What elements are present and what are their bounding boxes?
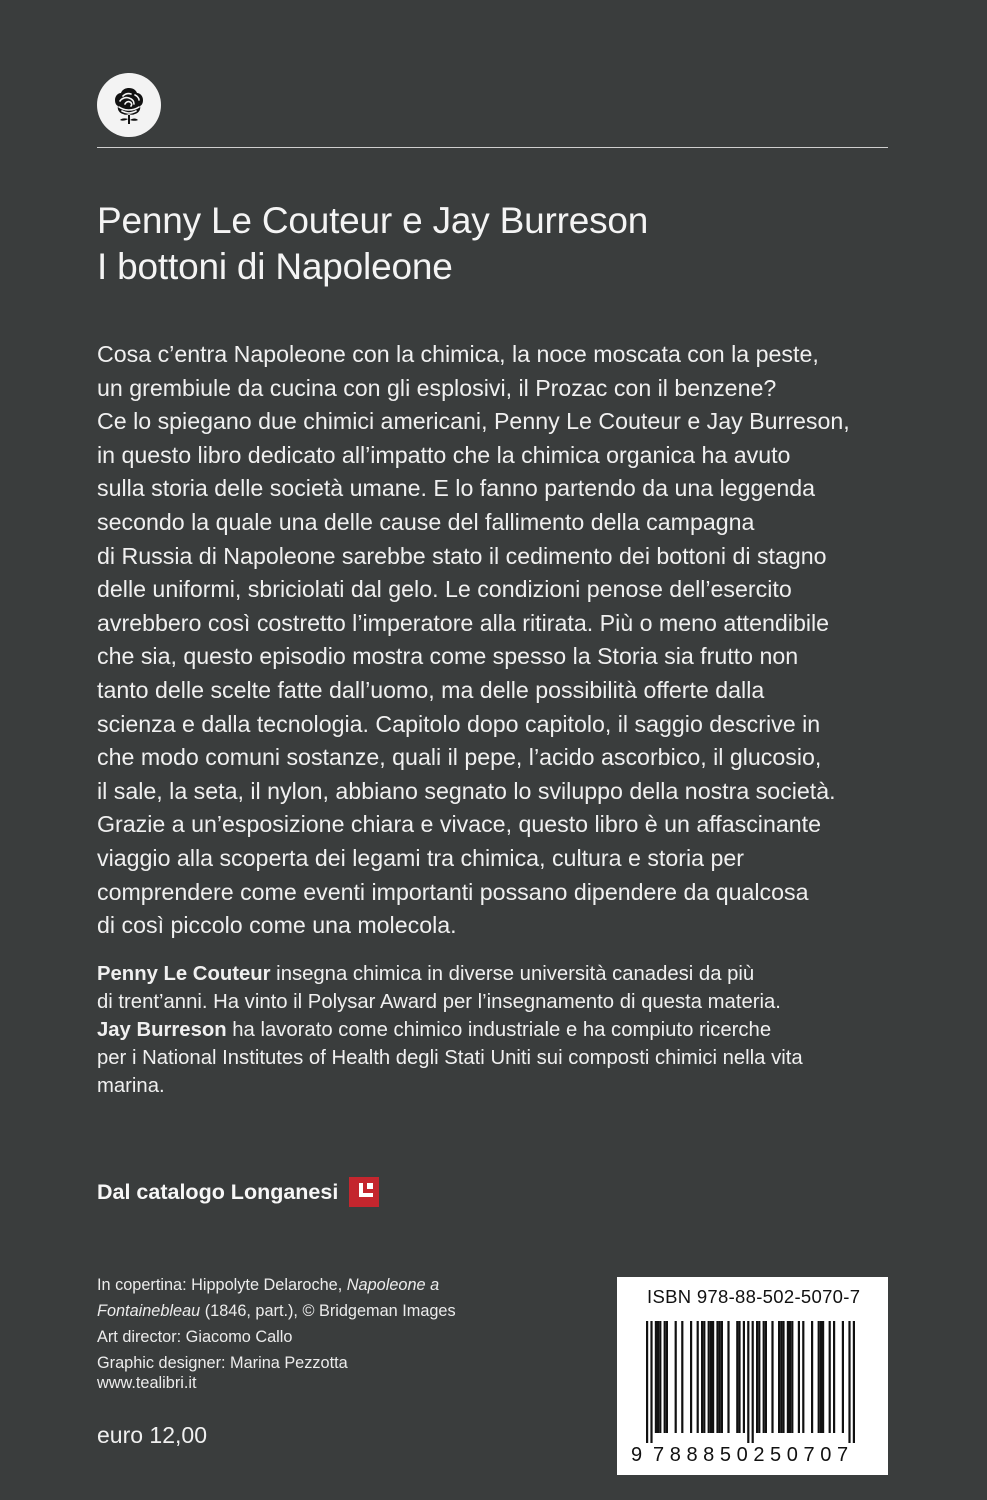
barcode-box: ISBN 978-88-502-5070-7 9 788850250707 — [617, 1277, 888, 1475]
bio-line: di trent’anni. Ha vinto il Polysar Award per l’insegnamento di questa materia. — [97, 991, 781, 1013]
barcode-guard-bar — [646, 1321, 648, 1443]
barcode-bar — [780, 1321, 782, 1433]
barcode-bar — [743, 1321, 745, 1433]
art-director: Art director: Giacomo Callo — [97, 1328, 293, 1346]
author-bios — [97, 960, 897, 1100]
barcode-bar — [789, 1321, 791, 1433]
description-line: il sale, la seta, il nylon, abbiano segnato lo sviluppo della nostra società. — [97, 777, 836, 804]
barcode-bar — [655, 1321, 657, 1433]
barcode-guard-bar — [853, 1321, 855, 1443]
barcode-bar — [756, 1321, 758, 1433]
barcode-guard-bar — [752, 1321, 754, 1443]
barcode-bar — [703, 1321, 705, 1433]
book-title: I bottoni di Napoleone — [97, 246, 453, 287]
barcode-guard-bar — [650, 1321, 652, 1443]
barcode-bar — [811, 1321, 813, 1433]
author1-name: Penny Le Couteur — [97, 963, 271, 985]
barcode-bar — [659, 1321, 661, 1433]
description-line: secondo la quale una delle cause del fallimento della campagna — [97, 508, 755, 535]
cover-credit-line1: In copertina: Hippolyte Delaroche, Napoleone a — [97, 1276, 440, 1294]
barcode-bar — [758, 1321, 760, 1433]
barcode-bar — [690, 1321, 692, 1433]
longanesi-logo-icon — [349, 1177, 379, 1207]
barcode-bar — [697, 1321, 699, 1433]
description-line: Cosa c’entra Napoleone con la chimica, la noce moscata con la peste, — [97, 341, 819, 367]
description-line: tanto delle scelte fatte dall’uomo, ma delle possibilità offerte dalla — [97, 676, 765, 703]
barcode-bar — [765, 1321, 767, 1433]
catalog-label: Dal catalogo Longanesi — [97, 1179, 339, 1204]
header-divider — [97, 147, 888, 148]
description-line: delle uniformi, sbriciolati dal gelo. Le condizioni penose dell’esercito — [97, 576, 792, 603]
description-line: un grembiule da cucina con gli esplosivi, il Prozac con il benzene? — [97, 374, 777, 401]
description-line: di così piccolo come una molecola. — [97, 912, 457, 939]
barcode-bar — [791, 1321, 793, 1433]
description-line: Ce lo spiegano due chimici americani, Penny Le Couteur e Jay Burreson, — [97, 408, 850, 435]
barcode-bar — [829, 1321, 831, 1433]
barcode-icon — [646, 1321, 858, 1443]
description-line: in questo libro dedicato all’impatto che la chimica organica ha avuto — [97, 441, 791, 468]
description-line: di Russia di Napoleone sarebbe stato il cedimento dei bottoni di stagno — [97, 542, 827, 569]
description-line: avrebbero così costretto l’imperatore alla ritirata. Più o meno attendibile — [97, 609, 830, 636]
isbn-label: ISBN 978-88-502-5070-7 — [647, 1286, 861, 1307]
barcode-bar — [712, 1321, 714, 1433]
barcode-guard-bar — [747, 1321, 749, 1443]
credits — [97, 1272, 456, 1376]
barcode-bar — [719, 1321, 721, 1433]
barcode-bar — [666, 1321, 668, 1433]
barcode-bar — [721, 1321, 723, 1433]
cover-credit-line2: Fontainebleau (1846, part.), © Bridgeman Images — [97, 1302, 456, 1320]
price: euro 12,00 — [97, 1422, 207, 1448]
barcode-bar — [664, 1321, 666, 1433]
website-link[interactable]: www.tealibri.it — [97, 1374, 197, 1392]
barcode-bar — [657, 1321, 659, 1433]
catalog-line — [97, 1177, 379, 1207]
barcode-bar — [727, 1321, 729, 1433]
bio-line: marina. — [97, 1075, 165, 1097]
barcode-bar — [736, 1321, 738, 1433]
author2-name: Jay Burreson — [97, 1019, 227, 1041]
barcode-bar — [833, 1321, 835, 1433]
barcode-guard-bar — [848, 1321, 850, 1443]
barcode-bar — [782, 1321, 784, 1433]
rose-icon — [106, 82, 152, 128]
barcode-bar — [675, 1321, 677, 1433]
barcode-bar — [787, 1321, 789, 1433]
barcode-bar — [842, 1321, 844, 1433]
barcode-bar — [701, 1321, 703, 1433]
bio-line: Jay Burreson ha lavorato come chimico industriale e ha compiuto ricerche — [97, 1019, 772, 1041]
description-line: comprendere come eventi importanti possano dipendere da qualcosa — [97, 878, 809, 905]
description-line: scienza e dalla tecnologia. Capitolo dopo capitolo, il saggio descrive in — [97, 710, 821, 737]
description-line: sulla storia delle società umane. E lo fanno partendo da una leggenda — [97, 475, 816, 502]
barcode-bar — [802, 1321, 804, 1433]
barcode-bar — [681, 1321, 683, 1433]
barcode-bar — [818, 1321, 820, 1433]
barcode-bar — [710, 1321, 712, 1433]
barcode-bar — [716, 1321, 718, 1433]
barcode-bar — [778, 1321, 780, 1433]
barcode-bar — [798, 1321, 800, 1433]
graphic-designer: Graphic designer: Marina Pezzotta — [97, 1354, 348, 1372]
bio-line: Penny Le Couteur insegna chimica in diverse università canadesi da più — [97, 963, 755, 985]
publisher-logo — [97, 73, 161, 137]
barcode-bar — [771, 1321, 773, 1433]
barcode-bar — [738, 1321, 740, 1433]
barcode-bar — [708, 1321, 710, 1433]
bio-line: per i National Institutes of Health degli Stati Uniti sui composti chimici nella vita — [97, 1047, 803, 1069]
title-block — [97, 198, 648, 290]
description-line: Grazie a un’esposizione chiara e vivace, questo libro è un affascinante — [97, 811, 821, 838]
description-line: che sia, questo episodio mostra come spesso la Storia sia frutto non — [97, 643, 799, 670]
barcode-bar — [763, 1321, 765, 1433]
barcode-bar — [822, 1321, 824, 1433]
barcode-bar — [820, 1321, 822, 1433]
description-line: che modo comuni sostanze, quali il pepe, l’acido ascorbico, il glucosio, — [97, 744, 822, 771]
authors-heading: Penny Le Couteur e Jay Burreson — [97, 200, 649, 241]
book-description — [97, 338, 897, 943]
description-line: viaggio alla scoperta dei legami tra chimica, cultura e storia per — [97, 844, 744, 871]
